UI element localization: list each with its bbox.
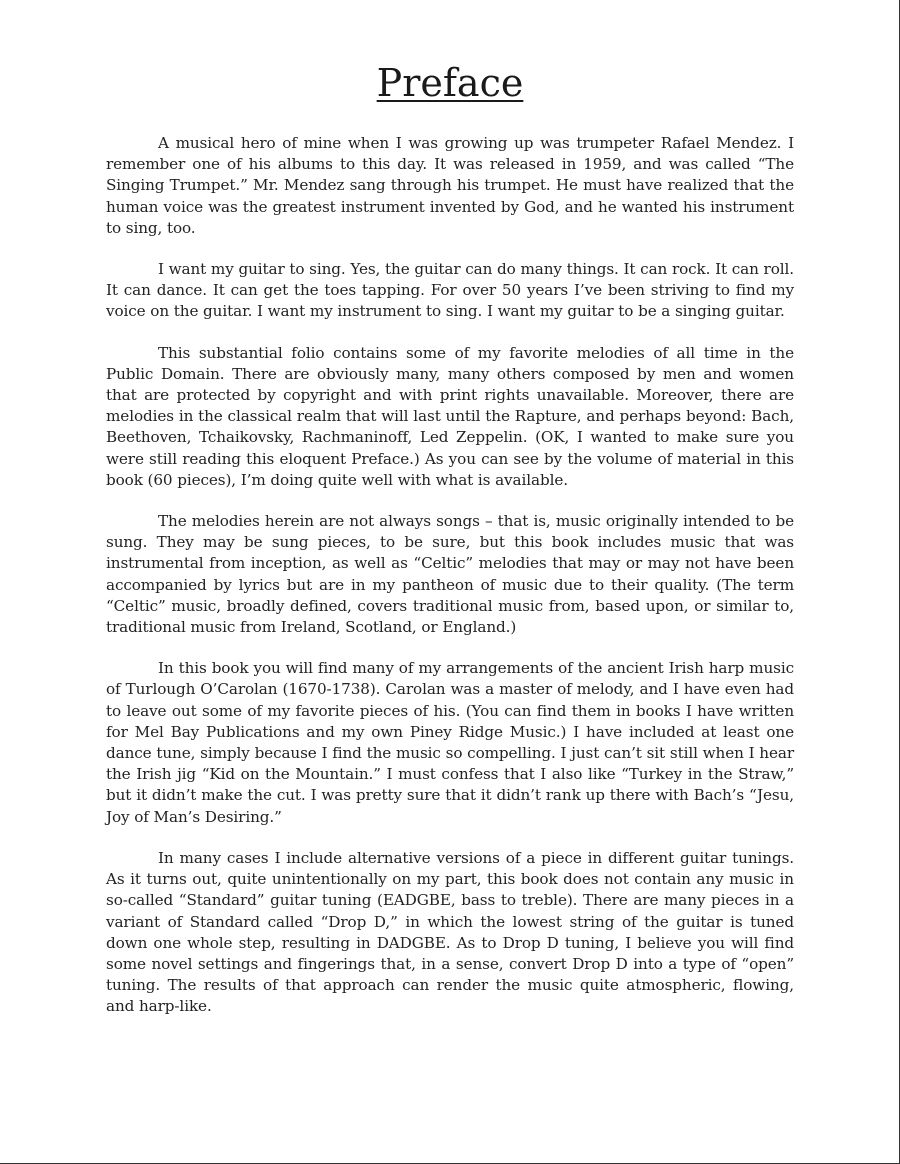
page-title: Preface xyxy=(376,61,524,105)
paragraph-rafael-mendez: A musical hero of mine when I was growing up was trumpeter Rafael Mendez. I remember one of his albums to this day. It was released in 1959, and was called “The Singing Trumpet.” Mr. Mendez sang through his trumpet. He must have realized that the human voice was the greatest instrument invented by God, and he wanted his instrument to sing, too. xyxy=(106,134,794,237)
paragraph-singing-guitar: I want my guitar to sing. Yes, the guitar can do many things. It can rock. It can roll. It can dance. It can get the toes tapping. For over 50 years I’ve been striving to find my voice on the guitar. I want my instrument to sing. I want my guitar to be a singing guitar. xyxy=(106,260,794,321)
paragraph-public-domain: This substantial folio contains some of my favorite melodies of all time in the Public Domain. There are obviously many, many others composed by men and women that are protected by copyright and with print rights unavailable. Moreover, there are melodies in the classical realm that will last until the Rapture, and perhaps beyond: Bach, Beethoven, Tchaikovsky, Rachmaninoff, Led Zeppelin. (OK, I wanted to make sure you were still reading this eloquent Preface.) As you can see by the volume of material in this book (60 pieces), I’m doing quite well with what is available. xyxy=(106,343,794,489)
paragraph-carolan: In this book you will find many of my arrangements of the ancient Irish harp music of Turlough O’Carolan (1670-1738). Carolan was a master of melody, and I have even had to leave out some of my favorite pieces of his. (You can find them in books I have written for Mel Bay Publications and my own Piney Ridge Music.) I have included at least one dance tune, simply because I find the music so compelling. I just can’t sit still when I hear the Irish jig “Kid on the Mountain.” I must confess that I also like “Turkey in the Straw,” but it didn’t make the cut. I was pretty sure that it didn’t rank up there with Bach’s “Jesu, Joy of Man’s Desiring.” xyxy=(106,659,794,826)
paragraph-celtic-melodies: The melodies herein are not always songs – that is, music originally intended to be sung. They may be sung pieces, to be sure, but this book includes music that was instrumental from inception, as well as “Celtic” melodies that may or may not have been accompanied by lyrics but are in my pantheon of music due to their quality. (The term “Celtic” music, broadly defined, covers traditional music from, based upon, or similar to, traditional music from Ireland, Scotland, or England.) xyxy=(106,512,794,637)
preface-body xyxy=(106,133,794,1038)
paragraph-guitar-tunings: In many cases I include alternative versions of a piece in different guitar tunings. As it turns out, quite unintentionally on my part, this book does not contain any music in so-called “Standard” guitar tuning (EADGBE, bass to treble). There are many pieces in a variant of Standard called “Drop D,” in which the lowest string of the guitar is tuned down one whole step, resulting in DADGBE. As to Drop D tuning, I believe you will find some novel settings and fingerings that, in a sense, convert Drop D into a type of “open” tuning. The results of that approach can render the music quite atmospheric, flowing, and harp-like. xyxy=(106,848,794,1016)
